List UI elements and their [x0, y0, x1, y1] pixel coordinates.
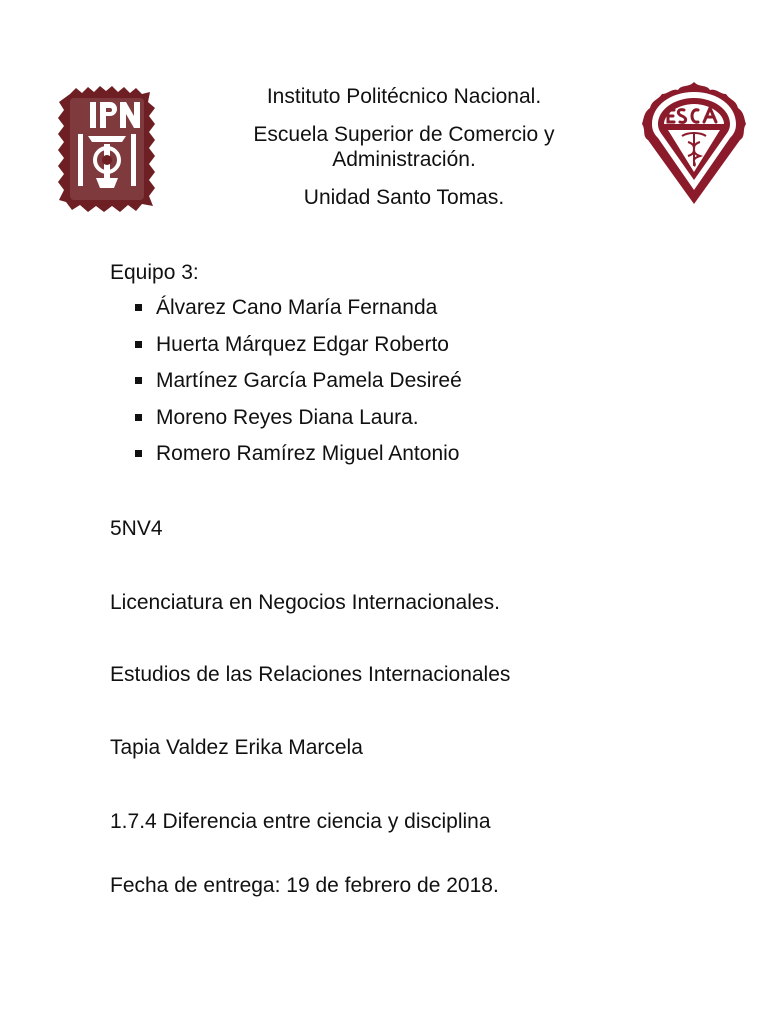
- square-bullet-icon: [135, 377, 142, 384]
- school-name: Escuela Superior de Comercio y Administración.: [253, 123, 555, 171]
- subject-name: Estudios de las Relaciones Internacionales: [110, 663, 511, 686]
- group-code: 5NV4: [110, 517, 163, 540]
- due-date: Fecha de entrega: 19 de febrero de 2018.: [110, 874, 499, 897]
- ipn-logo-icon: [56, 84, 158, 214]
- square-bullet-icon: [135, 304, 142, 311]
- member-name: Huerta Márquez Edgar Roberto: [156, 332, 449, 356]
- team-member-list: [110, 295, 462, 478]
- square-bullet-icon: [135, 341, 142, 348]
- topic-title: 1.7.4 Diferencia entre ciencia y disciplina: [110, 810, 491, 833]
- degree-name: Licenciatura en Negocios Internacionales.: [110, 591, 500, 614]
- list-item: [110, 295, 462, 332]
- teacher-name: Tapia Valdez Erika Marcela: [110, 736, 363, 759]
- list-item: [110, 405, 462, 442]
- member-name: Martínez García Pamela Desireé: [156, 369, 462, 392]
- document-header: [200, 84, 608, 210]
- unit-name: Unidad Santo Tomas.: [303, 186, 505, 209]
- member-name: Romero Ramírez Miguel Antonio: [156, 442, 460, 465]
- institute-name: Instituto Politécnico Nacional.: [266, 85, 542, 108]
- square-bullet-icon: [135, 450, 142, 457]
- list-item: [110, 368, 462, 405]
- team-label: Equipo 3:: [110, 261, 199, 284]
- member-name: Moreno Reyes Diana Laura.: [156, 405, 419, 429]
- list-item: [110, 332, 462, 369]
- member-name: Álvarez Cano María Fernanda: [156, 296, 438, 319]
- square-bullet-icon: [135, 414, 142, 421]
- esca-logo-icon: [640, 80, 748, 206]
- list-item: [110, 441, 462, 478]
